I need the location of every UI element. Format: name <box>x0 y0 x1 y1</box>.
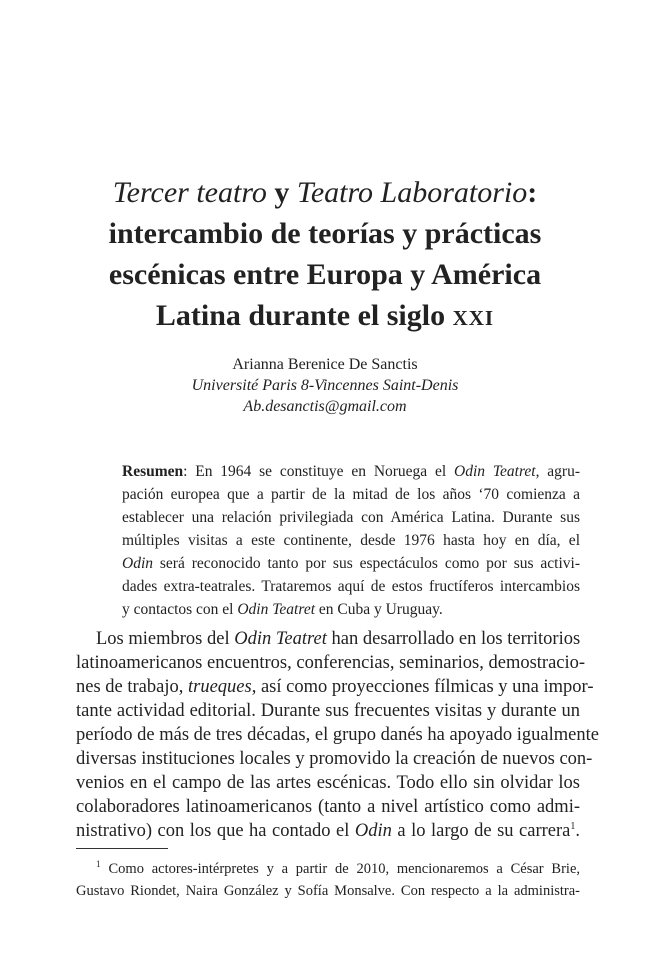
title-italic-teatro-laboratorio: Teatro Laboratorio <box>296 176 528 209</box>
body-text: nistrativo) con los que ha contado el <box>76 821 355 841</box>
body-italic: Odin Teatret <box>234 629 327 649</box>
abstract-text: y contactos con el <box>122 601 238 618</box>
footnote-line-2: Gustavo Riondet, Naira González y Sofía Monsalve. Con respecto a la administra- <box>76 883 580 899</box>
abstract-line-2: pación europea que a partir de la mitad de los años ‘70 comienza a <box>122 486 580 503</box>
footnote-reference[interactable]: 1 <box>570 820 576 832</box>
author-email[interactable]: Ab.desanctis@gmail.com <box>243 398 407 415</box>
body-text: nes de trabajo, <box>76 677 188 697</box>
title-line-2: intercambio de teorías y prácticas <box>108 217 542 250</box>
footnote <box>76 858 580 902</box>
footnote-separator <box>76 848 168 849</box>
abstract-line-5 <box>122 552 580 575</box>
abstract-line-3: establecer una relación privilegiada con América Latina. Durante sus <box>122 509 580 526</box>
body-paragraph <box>76 627 599 843</box>
body-text: a lo largo de su carrera <box>391 821 571 841</box>
author-name: Arianna Berenice De Sanctis <box>232 356 418 373</box>
abstract-italic: Odin <box>122 555 153 572</box>
abstract-text: : En 1964 se constituye en Noruega el <box>183 463 455 480</box>
body-line-7: venios en el campo de las artes escénicas. Todo ello sin olvidar los <box>76 773 580 793</box>
body-line-3 <box>76 675 594 699</box>
body-line-2: latinoamericanos encuentros, conferencias, seminarios, demostracio- <box>76 653 586 673</box>
title-line-4 <box>100 295 550 339</box>
title-line-4-text: Latina durante el siglo <box>155 299 453 332</box>
abstract <box>122 460 580 621</box>
author-block <box>100 354 550 417</box>
footnote-number: 1 <box>96 859 101 870</box>
body-line-6: diversas instituciones locales y promovido la creación de nuevos con- <box>76 749 593 769</box>
body-text: , así como proyecciones fílmicas y una impor- <box>251 677 594 697</box>
body-line-8: colaboradores latinoamericanos (tanto a nivel artístico como admi- <box>76 797 580 817</box>
article-title <box>100 172 550 339</box>
abstract-label: Resumen <box>122 463 184 480</box>
author-affiliation: Université Paris 8-Vincennes Saint-Denis <box>191 377 459 394</box>
title-join: y <box>266 176 297 209</box>
abstract-line-1 <box>122 460 580 483</box>
title-line-1 <box>100 172 550 213</box>
body-line-5: período de más de tres décadas, el grupo danés ha apoyado igualmente <box>76 725 599 745</box>
title-century-smallcaps: XXI <box>452 306 495 330</box>
title-colon: : <box>527 176 538 209</box>
body-line-9 <box>76 819 580 843</box>
footnote-line-1 <box>76 858 580 880</box>
body-text: Los miembros del <box>96 629 235 649</box>
abstract-line-6: dades extra-teatrales. Trataremos aquí de estos fructíferos intercambios <box>122 578 580 595</box>
body-text: han desarrollado en los territorios <box>326 629 581 649</box>
abstract-line-4: múltiples visitas a este continente, desde 1976 hasta hoy en día, el <box>122 532 580 549</box>
abstract-line-7 <box>122 598 580 621</box>
abstract-text: en Cuba y Uruguay. <box>315 601 443 618</box>
abstract-text: será reconocido tanto por sus espectáculos como por sus activi- <box>153 555 580 572</box>
body-line-1 <box>76 627 580 651</box>
body-text: . <box>575 821 580 841</box>
body-line-4: tante actividad editorial. Durante sus frecuentes visitas y durante un <box>76 701 580 721</box>
title-italic-tercer-teatro: Tercer teatro <box>112 176 267 209</box>
title-line-3: escénicas entre Europa y América <box>108 258 542 291</box>
abstract-italic: Odin Teatret <box>237 601 316 618</box>
footnote-text: Como actores-intérpretes y a partir de 2010, mencionaremos a César Brie, <box>108 861 580 877</box>
body-italic: trueques <box>188 677 252 697</box>
abstract-italic: Odin Teatret <box>454 463 536 480</box>
abstract-text: , agru- <box>535 463 581 480</box>
body-italic: Odin <box>354 821 392 841</box>
